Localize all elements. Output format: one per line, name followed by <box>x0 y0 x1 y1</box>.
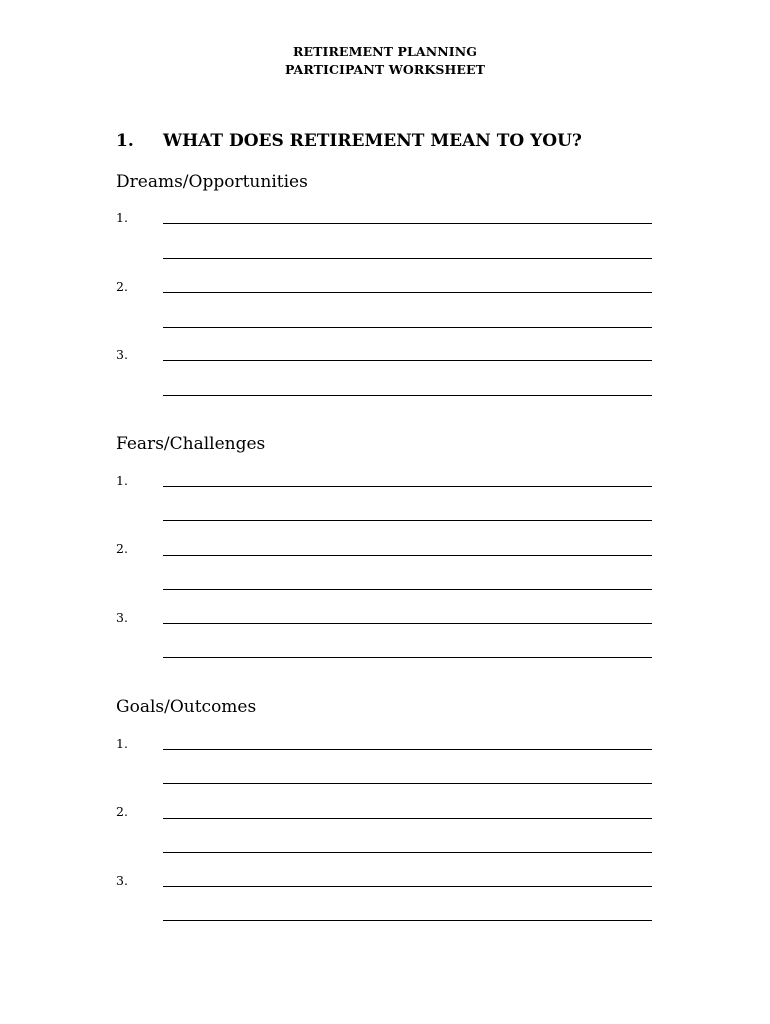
fears-item-1-answer-line-1[interactable] <box>163 486 652 487</box>
fears-item-3-answer-line-1[interactable] <box>163 623 652 624</box>
document-title-line-2: PARTICIPANT WORKSHEET <box>284 62 486 77</box>
dreams-item-3-answer-line-2[interactable] <box>163 395 652 396</box>
goals-item-number-1: 1. <box>116 736 128 751</box>
section-number: 1. <box>116 131 134 151</box>
fears-item-number-1: 1. <box>116 473 128 488</box>
dreams-item-number-3: 3. <box>116 347 128 362</box>
dreams-item-2-answer-line-1[interactable] <box>163 292 652 293</box>
group-heading-fears-challenges: Fears/Challenges <box>116 434 266 454</box>
document-title-line-1: RETIREMENT PLANNING <box>292 44 477 59</box>
fears-item-2-answer-line-2[interactable] <box>163 589 652 590</box>
goals-item-1-answer-line-1[interactable] <box>163 749 652 750</box>
group-heading-dreams-opportunities: Dreams/Opportunities <box>116 172 308 192</box>
dreams-item-1-answer-line-1[interactable] <box>163 223 652 224</box>
dreams-item-number-1: 1. <box>116 210 128 225</box>
goals-item-2-answer-line-2[interactable] <box>163 852 652 853</box>
fears-item-3-answer-line-2[interactable] <box>163 657 652 658</box>
group-heading-goals-outcomes: Goals/Outcomes <box>116 697 257 717</box>
fears-item-number-2: 2. <box>116 541 128 556</box>
goals-item-3-answer-line-2[interactable] <box>163 920 652 921</box>
fears-item-number-3: 3. <box>116 610 128 625</box>
goals-item-2-answer-line-1[interactable] <box>163 818 652 819</box>
section-title: WHAT DOES RETIREMENT MEAN TO YOU? <box>163 131 582 151</box>
fears-item-2-answer-line-1[interactable] <box>163 555 652 556</box>
goals-item-number-2: 2. <box>116 804 128 819</box>
goals-item-1-answer-line-2[interactable] <box>163 783 652 784</box>
dreams-item-3-answer-line-1[interactable] <box>163 360 652 361</box>
goals-item-number-3: 3. <box>116 873 128 888</box>
dreams-item-1-answer-line-2[interactable] <box>163 258 652 259</box>
dreams-item-2-answer-line-2[interactable] <box>163 327 652 328</box>
goals-item-3-answer-line-1[interactable] <box>163 886 652 887</box>
fears-item-1-answer-line-2[interactable] <box>163 520 652 521</box>
dreams-item-number-2: 2. <box>116 279 128 294</box>
section-heading <box>116 130 582 152</box>
